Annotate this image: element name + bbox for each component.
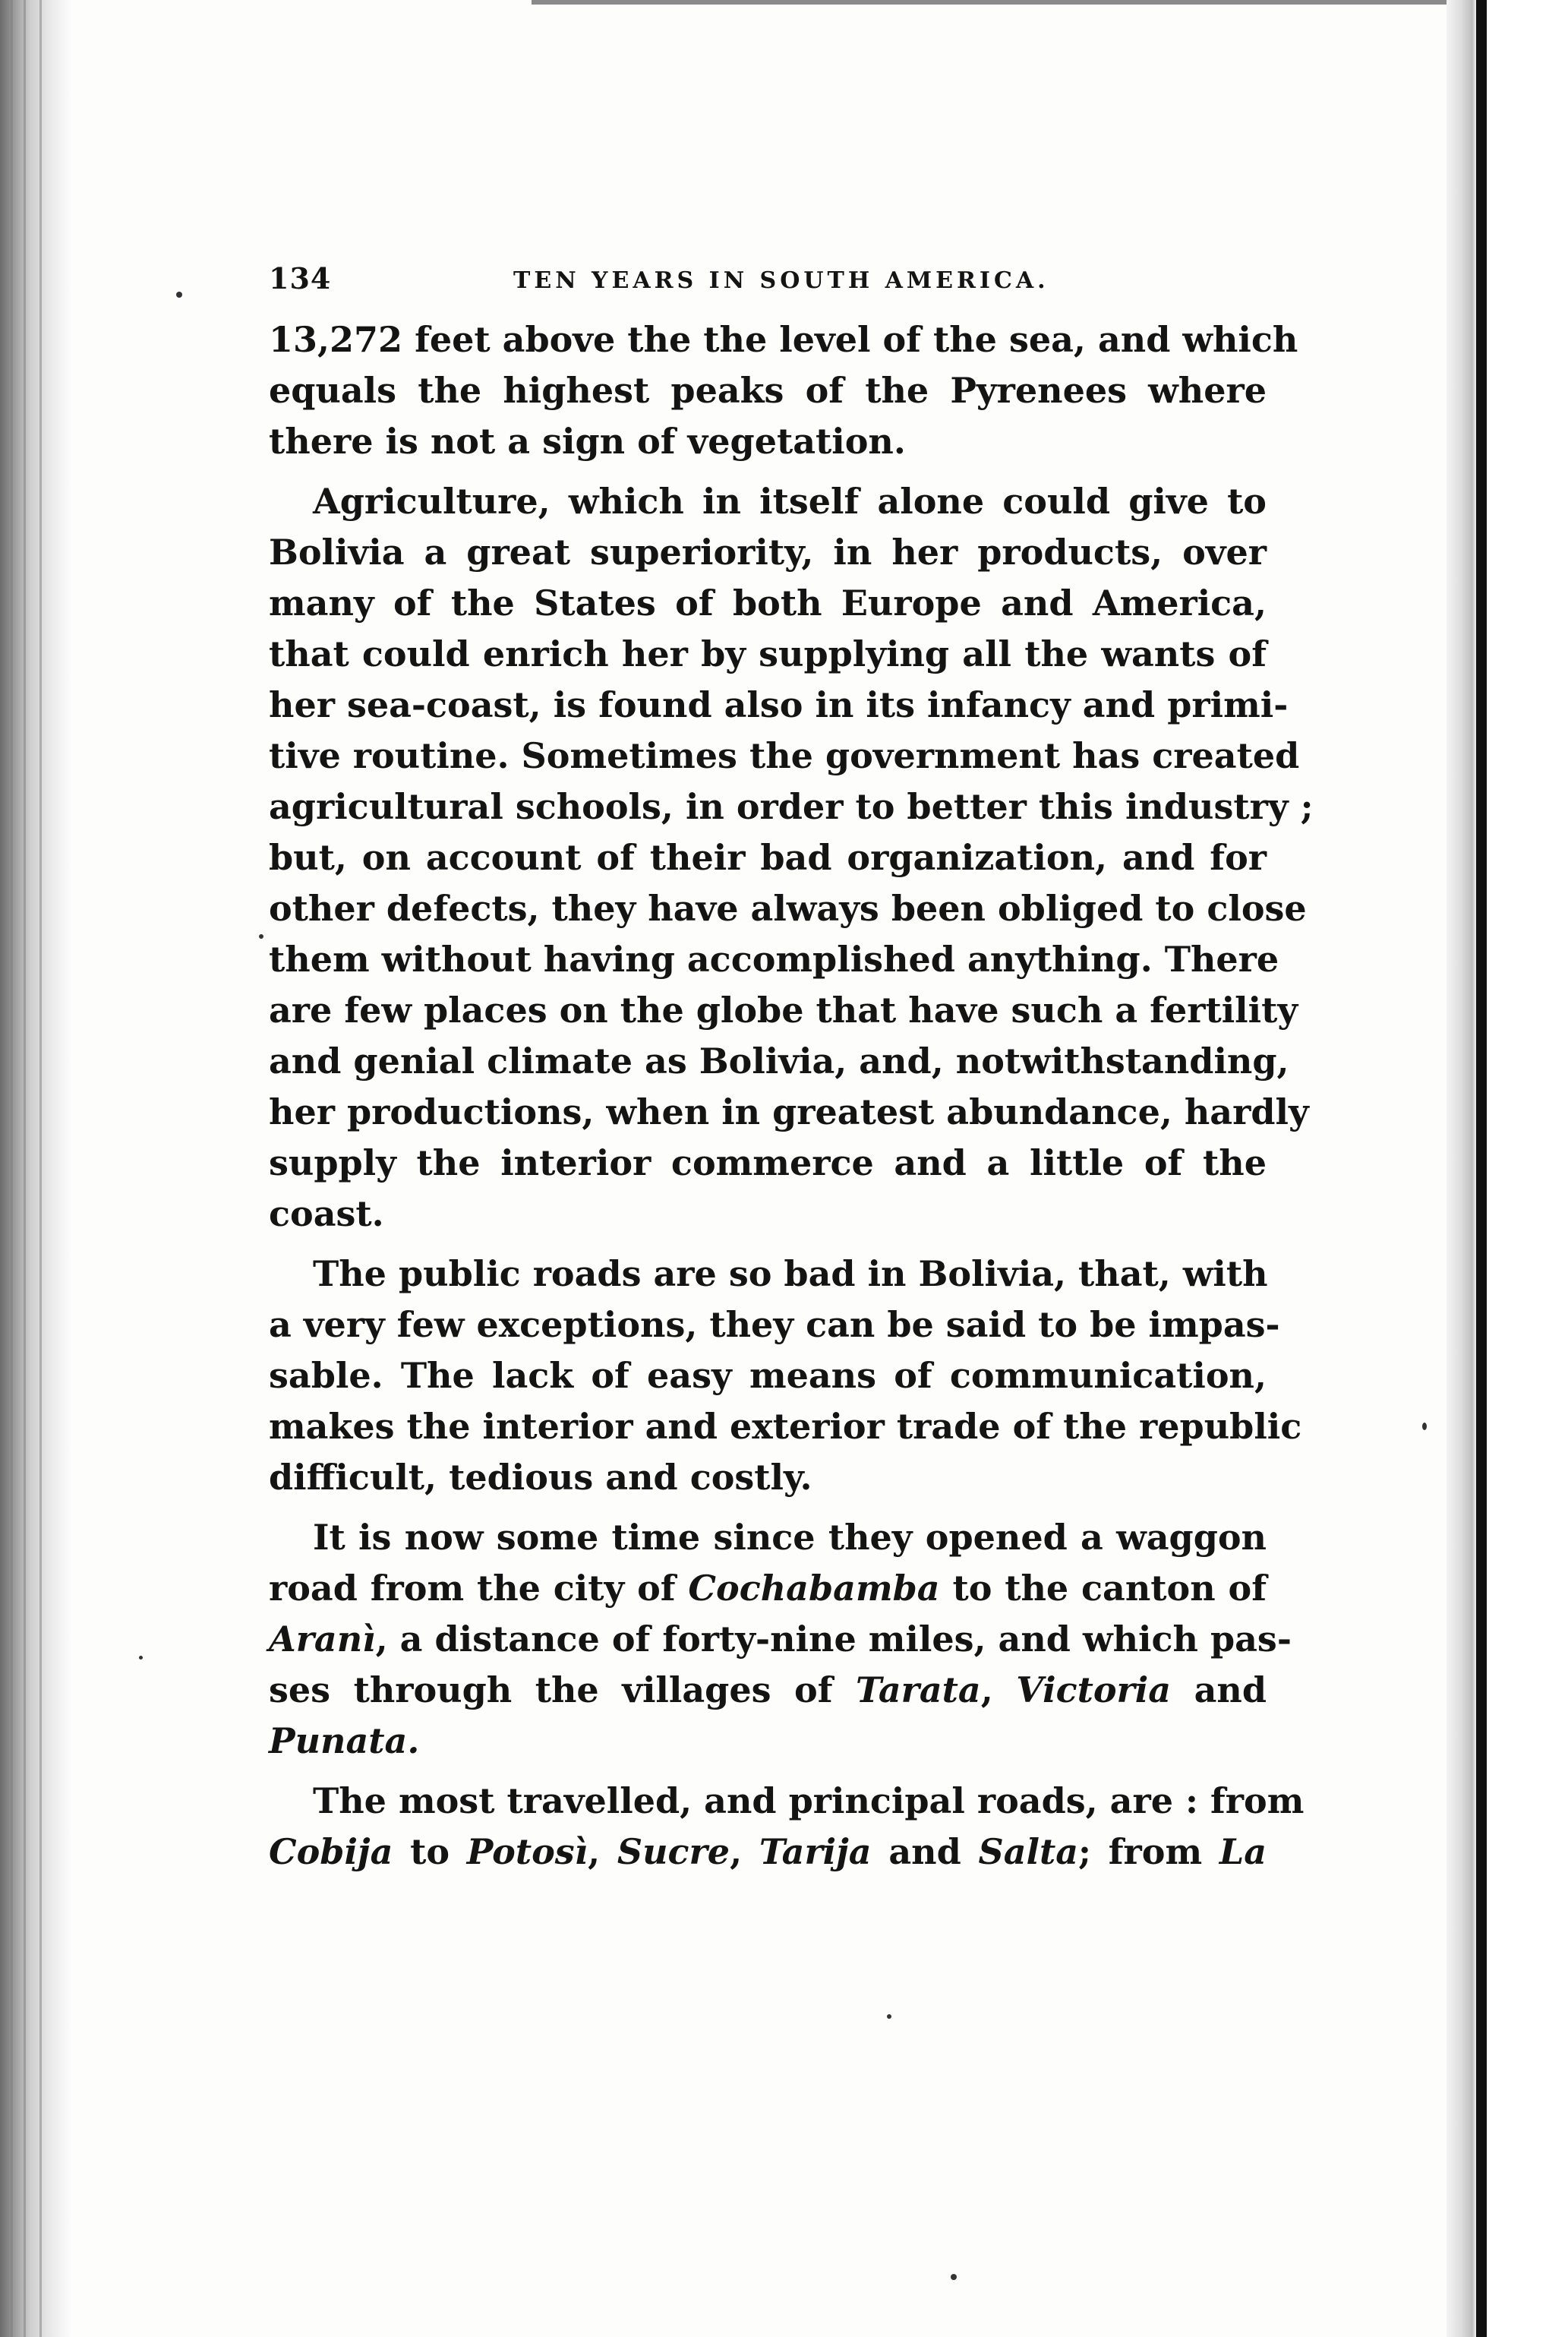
- ink-speck: [887, 2014, 891, 2019]
- line-text: Agriculture, which in itself alone could give to: [313, 481, 1267, 522]
- text-line: [269, 883, 1307, 934]
- ink-speck: [1422, 1423, 1427, 1430]
- line-text: The public roads are so bad in Bolivia, that, with: [313, 1253, 1268, 1294]
- edge-streak: [39, 0, 42, 2337]
- line-text: agricultural schools, in order to better this industry ;: [269, 786, 1314, 827]
- text-line: [269, 1716, 1267, 1767]
- paragraph-gap: [269, 1767, 1267, 1776]
- paragraph: [269, 1512, 1292, 1767]
- text-line: [269, 578, 1267, 629]
- text-line: [269, 1452, 1267, 1503]
- text-line: [269, 731, 1300, 782]
- line-text: many of the States of both Europe and America,: [269, 583, 1267, 624]
- line-text: difficult, tedious and costly.: [269, 1457, 812, 1498]
- ink-speck: [951, 2274, 957, 2280]
- italic-text: Tarata: [856, 1669, 981, 1710]
- line-text: but, on account of their bad organization, and for: [269, 837, 1267, 878]
- line-text: coast.: [269, 1193, 384, 1234]
- line-text: that could enrich her by supplying all the wants of: [269, 633, 1267, 674]
- text-line: [269, 365, 1267, 416]
- line-text: other defects, they have always been obliged to close: [269, 888, 1307, 929]
- line-text: The most travelled, and principal roads, are : from: [313, 1780, 1305, 1821]
- line-text: are few places on the globe that have such a fertility: [269, 990, 1298, 1031]
- line-text: them without having accomplished anything. There: [269, 939, 1279, 980]
- line-text: to: [393, 1831, 467, 1872]
- body-text: [269, 314, 1314, 1877]
- text-line: [269, 1665, 1267, 1716]
- text-line: [269, 1563, 1267, 1614]
- top-page-edge: [532, 0, 1450, 5]
- line-text: to the canton of: [939, 1568, 1267, 1609]
- text-line: [269, 1249, 1267, 1300]
- binding-gutter: [1447, 0, 1568, 2337]
- text-line: [269, 476, 1267, 527]
- ink-speck: [176, 292, 182, 298]
- line-text: ,: [730, 1831, 759, 1872]
- line-text: and: [871, 1831, 979, 1872]
- italic-text: Cochabamba: [688, 1568, 940, 1609]
- line-text: ; from: [1078, 1831, 1219, 1872]
- line-text: road from the city of: [269, 1568, 689, 1609]
- text-line: [269, 1776, 1305, 1827]
- text-line: [269, 1189, 1267, 1240]
- text-line: [269, 1138, 1267, 1189]
- italic-text: Sucre: [617, 1831, 730, 1872]
- text-line: [269, 527, 1267, 578]
- text-line: [269, 934, 1279, 985]
- paragraph: [269, 476, 1314, 1240]
- text-line: [269, 1300, 1280, 1350]
- line-text: and genial climate as Bolivia, and, notwithstanding,: [269, 1041, 1289, 1082]
- italic-text: Salta: [978, 1831, 1079, 1872]
- line-text: supply the interior commerce and a little of the: [269, 1142, 1267, 1183]
- line-text: 13,272 feet above the the level of the sea, and which: [269, 319, 1298, 360]
- text-line: [269, 416, 1267, 467]
- line-text: ,: [980, 1669, 1017, 1710]
- line-text: makes the interior and exterior trade of the republic: [269, 1406, 1302, 1447]
- page-header: [269, 261, 1267, 314]
- paragraph: [269, 314, 1298, 467]
- ink-speck: [259, 934, 263, 939]
- text-line: [269, 985, 1298, 1036]
- text-line: [269, 1350, 1267, 1401]
- text-line: [269, 1036, 1289, 1087]
- text-line: [269, 680, 1289, 731]
- running-head: TEN YEARS IN SOUTH AMERICA.: [513, 267, 1049, 294]
- italic-text: Punata.: [269, 1720, 420, 1761]
- line-text: a very few exceptions, they can be said to be impas-: [269, 1304, 1280, 1345]
- ink-speck: [139, 1656, 143, 1660]
- line-text: Bolivia a great superiority, in her products, over: [269, 532, 1267, 573]
- page-number: 134: [269, 261, 332, 295]
- binding-dark-edge: [1476, 0, 1487, 2337]
- text-line: [269, 314, 1298, 365]
- line-text: It is now some time since they opened a waggon: [313, 1517, 1267, 1558]
- text-line: [269, 782, 1314, 832]
- line-text: ses through the villages of: [269, 1669, 856, 1710]
- edge-streak: [11, 0, 13, 2337]
- italic-text: Potosì: [466, 1831, 588, 1872]
- text-line: [269, 1827, 1267, 1877]
- line-text: and: [1171, 1669, 1267, 1710]
- text-line: [269, 1614, 1292, 1665]
- text-line: [269, 832, 1267, 883]
- line-text: , a distance of forty-nine miles, and which pas-: [375, 1619, 1292, 1660]
- italic-text: Aranì: [269, 1619, 376, 1660]
- italic-text: La: [1219, 1831, 1267, 1872]
- line-text: equals the highest peaks of the Pyrenees where: [269, 370, 1267, 411]
- page-left-edge-shadow: [0, 0, 70, 2337]
- line-text: there is not a sign of vegetation.: [269, 421, 906, 462]
- paragraph-gap: [269, 1503, 1267, 1512]
- text-line: [269, 1512, 1267, 1563]
- text-line: [269, 629, 1267, 680]
- paragraph: [269, 1249, 1302, 1503]
- paragraph: [269, 1776, 1305, 1877]
- italic-text: Tarija: [759, 1831, 872, 1872]
- text-line: [269, 1087, 1309, 1138]
- edge-streak: [24, 0, 26, 2337]
- line-text: tive routine. Sometimes the government has created: [269, 735, 1300, 776]
- paragraph-gap: [269, 1240, 1267, 1249]
- line-text: her productions, when in greatest abundance, hardly: [269, 1091, 1309, 1132]
- line-text: ,: [588, 1831, 617, 1872]
- line-text: her sea-coast, is found also in its infancy and primi-: [269, 684, 1289, 725]
- book-page-text: [269, 261, 1314, 1877]
- paragraph-gap: [269, 467, 1267, 476]
- text-line: [269, 1401, 1302, 1452]
- line-text: sable. The lack of easy means of communication,: [269, 1355, 1267, 1396]
- italic-text: Victoria: [1016, 1669, 1172, 1710]
- italic-text: Cobija: [269, 1831, 393, 1872]
